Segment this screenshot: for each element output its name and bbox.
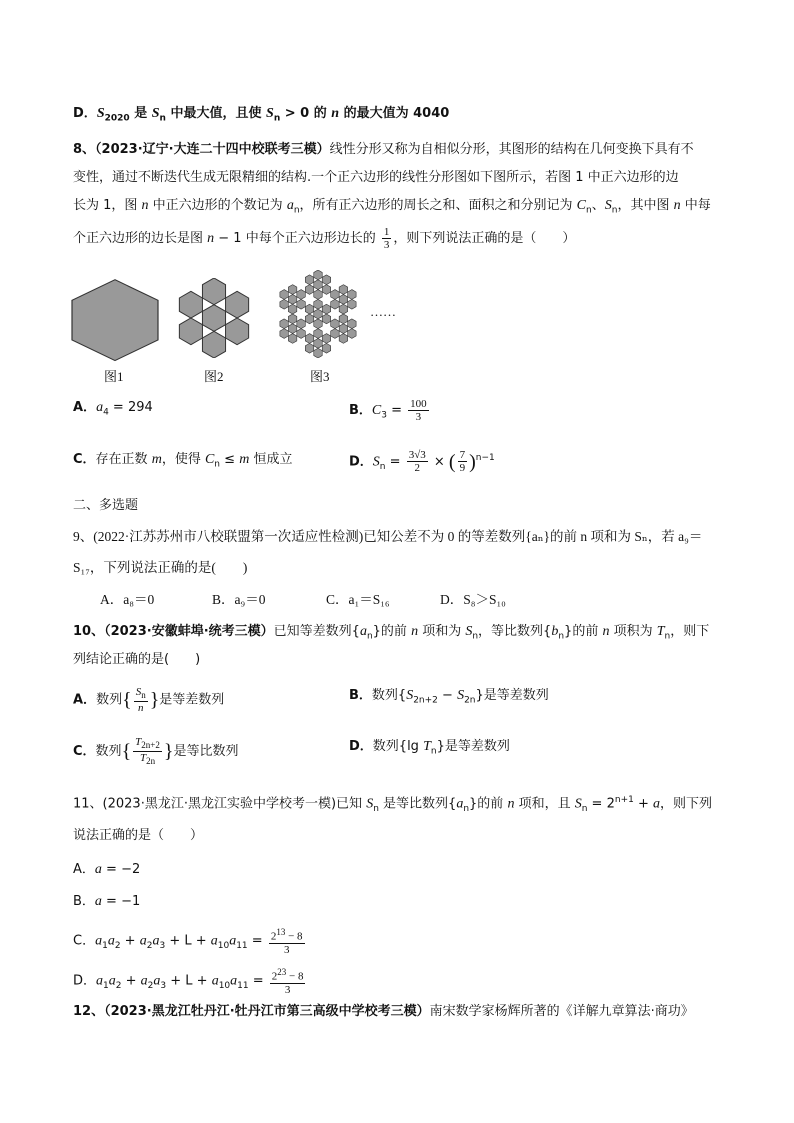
figure-3-hexagon: [305, 334, 313, 344]
q11-line1: 11、(2023·黑龙江·黑龙江实验中学校考一模)已知 $S_n$ 是等比数列$\{a_n\}$的前 n 项和，且 $S_n = 2^{n+1} + a$，则下列: [73, 795, 713, 814]
figure-2-label: 图2: [204, 369, 224, 384]
figure-3-hexagon: [348, 299, 356, 309]
figure-3-hexagon: [314, 309, 322, 319]
figure-2-hexagon: [226, 291, 249, 318]
q9-option-a: A．a₈＝0: [100, 592, 155, 607]
q7-option-d: D．$S_{2020}$ 是 $S_n$ 中最大值，且使 $S_n > 0$ 的 n 的最大值为 4040: [73, 106, 450, 124]
figure-3-hexagon: [288, 314, 296, 324]
figure-3-hexagon: [305, 314, 313, 324]
figure-3-label: 图3: [310, 369, 330, 384]
q9-stem-1: 已知公差不为 0 的等差数列{aₙ}的前 n 项和为 Sₙ，若 a₉＝: [363, 529, 703, 544]
q8-line4: 个正六边形的边长是图 n − 1 中每个正六边形边长的 $\frac{1}{3}$ ，则下列说法正确的是（ ）: [73, 226, 576, 251]
figure-3-hexagon: [314, 280, 322, 290]
figure-3-hexagon: [314, 338, 322, 348]
figure-3-hexagon: [280, 299, 288, 309]
figure-2-hexagon: [179, 291, 202, 318]
figure-3-hexagon: [331, 329, 339, 339]
figure-3-hexagon: [331, 319, 339, 329]
figure-3-hexagon: [305, 343, 313, 353]
figure-2-hexagon: [226, 318, 249, 345]
figure-3-hexagon: [339, 314, 347, 324]
figure-2-hexagon: [179, 318, 202, 345]
q9-source: (2022·江苏苏州市八校联盟第一次适应性检测): [93, 529, 364, 544]
q11-option-a: A．a = −2: [73, 862, 141, 877]
figure-2-hexagon: [202, 278, 225, 305]
figure-3-hexagon: [288, 324, 296, 334]
q11-option-c: C．$a_1a_2 + a_2a_3 + L + a_{10}a_{11}$ = $\frac{2^{13} - 8}{3}$: [73, 927, 303, 956]
q8-line2: 变性，通过不断迭代生成无限精细的结构.一个正六边形的线性分形图如下图所示，若图 1 中正六边形的边: [73, 170, 679, 185]
q12-line1: [73, 1002, 694, 1022]
figure-3-hexagon: [288, 304, 296, 314]
figure-3-hexagon: [322, 314, 330, 324]
figure-3-hexagon: [339, 334, 347, 344]
figure-3-hexagon: [297, 290, 305, 300]
figure-3-hexagon: [297, 329, 305, 339]
q8-option-c: C．存在正数 m，使得 $C_n \le m$ 恒成立: [73, 452, 293, 470]
figure-3-hexagon: [297, 319, 305, 329]
q10-source: （2023·安徽蚌埠·统考三模）: [104, 624, 274, 639]
q11-number: 11、: [73, 796, 103, 812]
q8-option-a: A．$a_4 = 294$: [73, 400, 153, 418]
q10-option-a: A．数列{ $\frac{S_n}{n}$ }是等差数列: [73, 686, 225, 715]
figure-3-hexagon: [322, 285, 330, 295]
figure-3-hexagon: [314, 270, 322, 280]
q10-line1: 10、（2023·安徽蚌埠·统考三模）已知等差数列$\{a_n\}$的前 n 项和为 $S_n$，等比数列$\{b_n\}$的前 n 项积为 $T_n$，则下: [73, 624, 710, 642]
figure-1-label: 图1: [104, 369, 124, 384]
q9-option-b: B．a₉＝0: [212, 592, 266, 607]
figure-3-hexagon: [314, 329, 322, 339]
q12-source: （2023·黑龙江牡丹江·牡丹江市第三高级中学校考三模）: [104, 1004, 430, 1019]
q8-option-b: B．$C_3$ = $\frac{100}{3}$: [349, 398, 427, 423]
figure-3-fractal: [274, 270, 362, 358]
figure-3-hexagon: [348, 290, 356, 300]
figure-3-hexagon: [288, 294, 296, 304]
q8-line1: [73, 140, 694, 160]
q9-line2: S₁₇，下列说法正确的是( ): [73, 560, 248, 575]
q8-option-d: D．$S_n$ = $\frac{3√3}{2}$ × ( $\frac{7}{9}$ )$^{n-1}$: [349, 449, 495, 475]
figure-3-hexagon: [305, 275, 313, 285]
q11-source: (2023·黑龙江·黑龙江实验中学校考一模): [102, 796, 337, 812]
q11-line2: 说法正确的是（ ）: [73, 828, 204, 843]
section-title: 二、多选题: [73, 498, 139, 513]
figure-3-hexagon: [280, 319, 288, 329]
figure-2-hexagon: [202, 331, 225, 358]
figure-3-hexagon: [288, 285, 296, 295]
figure-3-hexagon: [339, 294, 347, 304]
q12-stem-1: 南宋数学家杨辉所著的《详解九章算法·商功》: [429, 1004, 694, 1019]
figure-3-hexagon: [348, 319, 356, 329]
q10-number: 10、: [73, 624, 105, 639]
figure-3-hexagon: [280, 329, 288, 339]
figure-3-hexagon: [288, 334, 296, 344]
figure-2-hexagon: [202, 305, 225, 332]
figure-3-hexagon: [314, 299, 322, 309]
q9-number: 9、: [73, 529, 94, 544]
figure-3-hexagon: [339, 285, 347, 295]
figure-2-fractal: [172, 278, 256, 358]
q11-option-d: D．$a_1a_2 + a_2a_3 + L + a_{10}a_{11}$ = $\frac{2^{23} - 8}{3}$: [73, 967, 304, 996]
figure-3-hexagon: [297, 299, 305, 309]
figure-3-hexagon: [322, 343, 330, 353]
figure-3-hexagon: [280, 290, 288, 300]
q10-option-c: C．数列{ $\frac{T_{2n+2}}{T_{2n}}$ }是等比数列: [73, 736, 239, 767]
q9-option-d: D．S₈＞S₁₀: [440, 592, 506, 607]
q8-number: 8、: [73, 142, 96, 157]
q9-line1: [73, 527, 702, 547]
q8-source: （2023·辽宁·大连二十四中校联考三模）: [95, 142, 330, 157]
figure-3-hexagon: [322, 334, 330, 344]
figure-3-hexagon: [305, 285, 313, 295]
figure-3-hexagon: [322, 304, 330, 314]
q9-option-c: C．a₁＝S₁₆: [326, 592, 390, 607]
figure-3-hexagon: [305, 304, 313, 314]
figure-3-hexagon: [339, 324, 347, 334]
q10-line2: 列结论正确的是( ): [73, 652, 201, 667]
figure-3-hexagon: [314, 290, 322, 300]
figure-3-hexagon: [322, 275, 330, 285]
figure-1-hexagon: [70, 278, 160, 362]
figure-ellipsis: ……: [370, 304, 396, 319]
q10-option-d: D．数列{lg $T_n$}是等差数列: [349, 739, 510, 757]
figure-3-hexagon: [348, 329, 356, 339]
figure-3-hexagon: [331, 290, 339, 300]
figure-3-hexagon: [331, 299, 339, 309]
figure-3-hexagon: [314, 319, 322, 329]
figure-3-hexagon: [314, 348, 322, 358]
q12-number: 12、: [73, 1004, 105, 1019]
q10-option-b: B．数列$\{S_{2n+2} - S_{2n}\}$是等差数列: [349, 688, 549, 706]
figure-3-hexagon: [339, 304, 347, 314]
q11-option-b: B．a = −1: [73, 894, 141, 909]
q8-stem-1: 线性分形又称为自相似分形，其图形的结构在几何变换下具有不: [329, 142, 694, 157]
q8-line3: 长为 1，图 n 中正六边形的个数记为 $a_n$，所有正六边形的周长之和、面积之和分别记为 $C_n$、$S_n$，其中图 n 中每: [73, 198, 711, 216]
